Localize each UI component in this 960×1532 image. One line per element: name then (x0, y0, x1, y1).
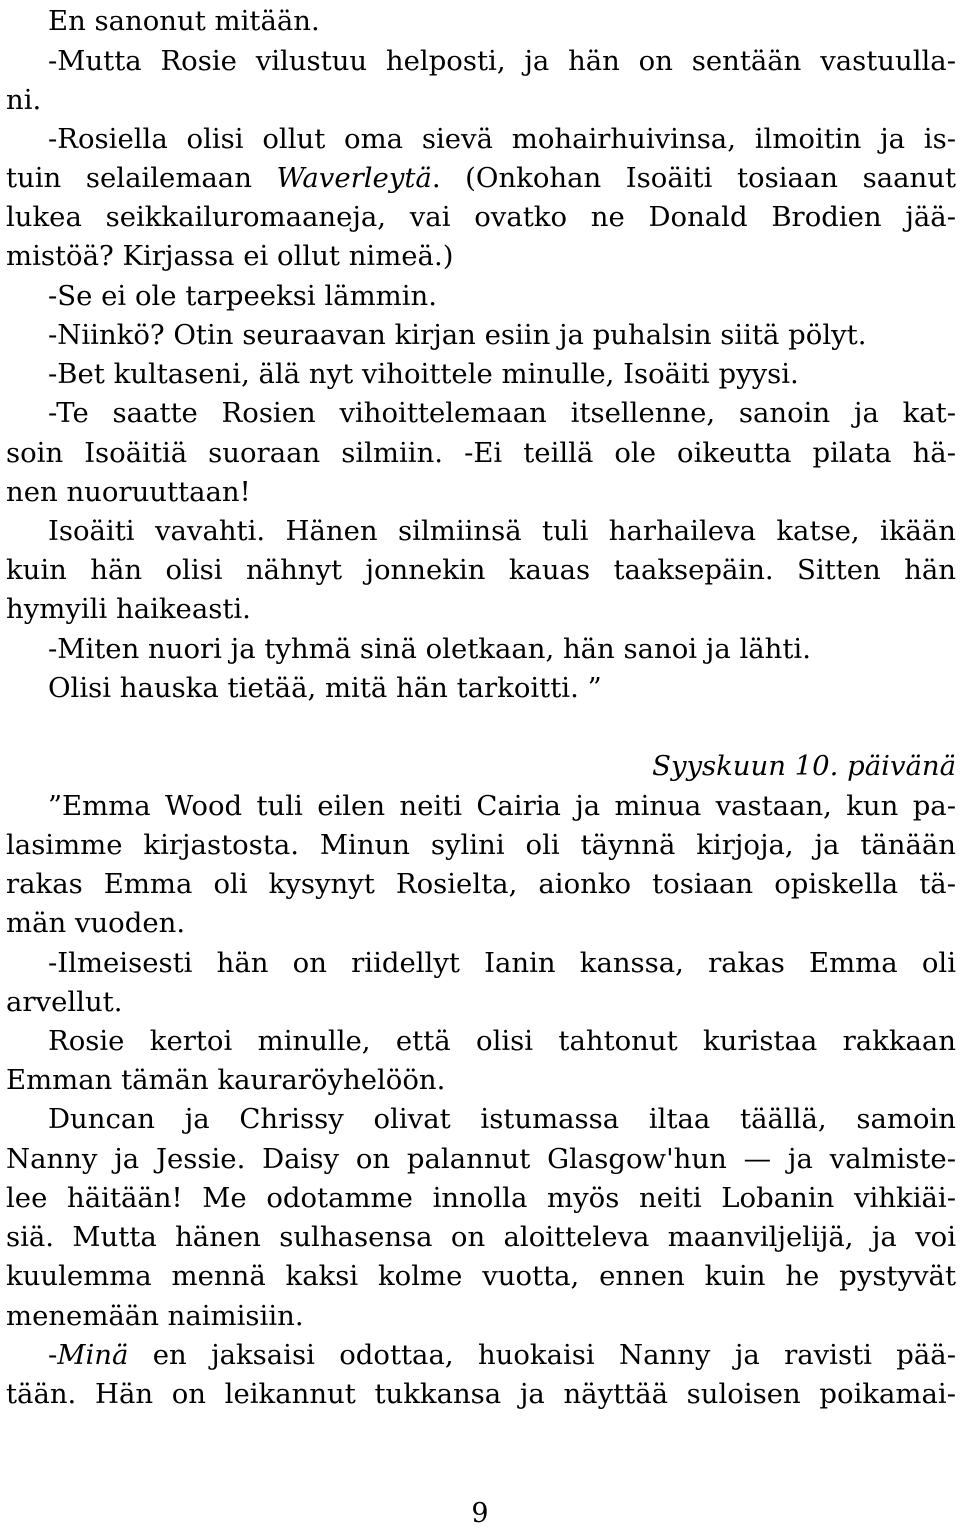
text-line (6, 158, 956, 198)
text-line: hymyili haikeasti. (6, 593, 251, 625)
text-line: Emman tämän kauraröyhelöön. (6, 1064, 446, 1096)
text-line: Duncan ja Chrissy olivat istumassa iltaa täällä, samoin (48, 1103, 956, 1135)
text-line: Rosie kertoi minulle, että olisi tahtonut kuristaa rakkaan (48, 1025, 956, 1057)
page-number: 9 (471, 1498, 489, 1529)
text-line: siä. Mutta hänen sulhasensa on aloitteleva maanviljelijä, ja voi (6, 1221, 956, 1253)
text-line: Isoäiti vavahti. Hänen silmiinsä tuli harhaileva katse, ikään (48, 515, 956, 547)
text-line: nen nuoruuttaan! (6, 476, 251, 508)
text-line: mistöä? Kirjassa ei ollut nimeä.) (6, 240, 454, 272)
text-line: arvellut. (6, 986, 123, 1018)
text-segment: . (Onkohan Isoäiti tosiaan saanut (431, 162, 956, 194)
text-line: ”Emma Wood tuli eilen neiti Cairia ja minua vastaan, kun pa- (48, 790, 956, 822)
text-segment: en jaksaisi odottaa, huokaisi Nanny ja ravisti pää- (128, 1339, 956, 1371)
text-line: -Te saatte Rosien vihoittelemaan itsellenne, sanoin ja kat- (48, 397, 956, 429)
text-segment: tuin selailemaan (6, 162, 277, 194)
emphasis-italic: Minä (57, 1339, 129, 1371)
text-line: En sanonut mitään. (48, 5, 320, 37)
text-line: rakas Emma oli kysynyt Rosielta, aionko tosiaan opiskella tä- (6, 868, 956, 900)
diary-date-heading: Syyskuun 10. päivänä (652, 750, 956, 782)
text-line: lasimme kirjastosta. Minun sylini oli täynnä kirjoja, ja tänään (6, 829, 956, 861)
text-line: kuin hän olisi nähnyt jonnekin kauas taaksepäin. Sitten hän (6, 554, 956, 586)
text-line: -Mutta Rosie vilustuu helposti, ja hän on sentään vastuulla- (48, 45, 956, 77)
text-line: soin Isoäitiä suoraan silmiin. -Ei teillä ole oikeutta pilata hä- (6, 437, 956, 469)
text-line: -Se ei ole tarpeeksi lämmin. (48, 280, 437, 312)
text-line: tään. Hän on leikannut tukkansa ja näyttää suloisen poikamai- (6, 1378, 956, 1410)
text-line: kuulemma mennä kaksi kolme vuotta, ennen kuin he pystyvät (6, 1260, 956, 1292)
text-line: Nanny ja Jessie. Daisy on palannut Glasgow'hun — ja valmiste- (6, 1143, 956, 1175)
text-line: ni. (6, 84, 42, 116)
text-line (48, 1335, 956, 1375)
text-line: -Bet kultaseni, älä nyt vihoittele minulle, Isoäiti pyysi. (48, 358, 799, 390)
text-segment: - (48, 1339, 58, 1371)
text-line: -Ilmeisesti hän on riidellyt Ianin kanssa, rakas Emma oli (48, 947, 956, 979)
text-line: Olisi hauska tietää, mitä hän tarkoitti. ” (48, 672, 602, 704)
book-title-italic: Waverleytä (276, 162, 432, 194)
text-line: -Rosiella olisi ollut oma sievä mohairhuivinsa, ilmoitin ja is- (48, 123, 956, 155)
text-line: lukea seikkailuromaaneja, vai ovatko ne Donald Brodien jää- (6, 201, 956, 233)
text-line: män vuoden. (6, 907, 186, 939)
text-line: lee häitään! Me odotamme innolla myös neiti Lobanin vihkiäi- (6, 1182, 956, 1214)
text-line: menemään naimisiin. (6, 1300, 304, 1332)
text-line: -Niinkö? Otin seuraavan kirjan esiin ja puhalsin siitä pölyt. (48, 319, 867, 351)
text-line: -Miten nuori ja tyhmä sinä oletkaan, hän sanoi ja lähti. (48, 633, 811, 665)
